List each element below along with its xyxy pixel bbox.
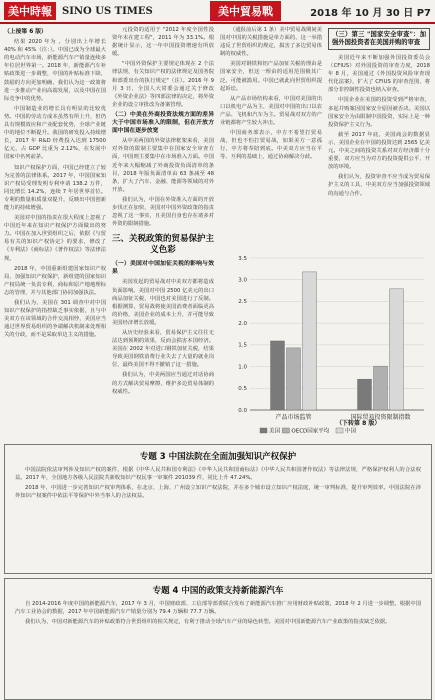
column-3	[220, 26, 322, 244]
paragraph: 美国对钢铁和铝产品加征关税的理由是国家安全，但这一理由的适用范围极其广泛，可能被滥用。中国已就此向世贸组织提起诉讼。	[220, 61, 322, 92]
paragraph: 截至 2017 年底，美国商会的数据显示，美国企业在中国的投资达到 2565 亿美元。中美之间的投资关系对双方经济都十分重要，双方应当为对方的投资提供公平、开放的环境。	[328, 131, 430, 171]
chart-y-ticks	[238, 256, 247, 414]
chart-y-tick-label: 0.0	[238, 407, 247, 414]
masthead	[0, 0, 435, 24]
paragraph: 结果 2020 年为 ，分别出上年增长 40% 和 45%（注：）。中国已成为全球最大的电动汽车市场，新能源汽车产销量连续多年位居世界第一。2018 年，新能源汽车补贴政策进一步调整，中国的补贴标准下降，鼓励的方向更加明确，我们认为这一政策将进一步推动产业向高端发展，以及中国在国际竞争中的优势。	[4, 39, 106, 102]
chart-y-tick-label: 1.0	[238, 364, 247, 371]
feature-box-body	[5, 600, 431, 626]
paragraph: 自 2014-2016 年度中国的新能源汽车，2017 年 3 月，中国财政部、工信部等部委联合发布了新能源汽车推广应用财政补贴政策，2018 年 2 月进一步调整。根据中国汽车工业协会的数据，2017 年中国新能源汽车产销量分别为 79.4 万辆和 77.7 万辆。	[15, 601, 421, 616]
chart-bar	[271, 341, 285, 410]
section-heading-boxed: （三）第三 "国家安全审查"：加强外国投资者在美国并购的审查	[328, 28, 430, 50]
chart-x-tick-label: 产品市场监管	[275, 414, 312, 421]
chart-bar	[303, 272, 317, 410]
masthead-left	[0, 2, 204, 20]
paragraph: 中国制造业的增长具有明显的比较优势。中国的劳动力成本虽然有所上升，但仍具有规模效应和产业配套优势，全球产业链中的地位不断提升。我国的研发投入持续增长，2017 年 R&D 经费投入达到 17500 亿元，占 GDP 比重为 2.12%，在发展中国家中名列前茅。	[4, 105, 106, 161]
section-title: 美中貿易戰	[210, 1, 281, 21]
paragraph: 中国商务部表示，中方不希望打贸易战，但也不怕打贸易战，如果美方一意孤行，中方将奉陪到底。中美双方应当在平等、互利的基础上，通过协商解决分歧。	[220, 130, 322, 161]
paragraph: "中国外资保护主要规定体现在 2 个法律法规，有关知识产权的法律规定及国务院和部委出台的执行规定"（注）。2016 年 9 月 3 日，全国人大常委会通过关于修改《外资企业法》等四部法律的决定，将外资企业的设立审批改为备案管理。	[112, 61, 214, 108]
paragraph: 我们认为，美国在 301 调查中对中国知识产权保护的指控缺乏事实依据，且与中美双方在该领域的合作交流相悖，美国应当通过世界贸易组织的争端解决机制来处理相关的分歧，而不是采取单边主义的措施。	[4, 300, 106, 339]
paragraph: 从产品市场结构来看，中国对美国的出口以机电产品为主，美国对中国的出口以农产品、飞机和汽车为主。贸易战对双方的产业链都将产生较大冲击。	[220, 95, 322, 127]
continued-on-note: （下转第 8 版）	[336, 420, 381, 427]
chart-y-tick-label: 3.0	[238, 277, 247, 284]
chart-legend	[260, 427, 357, 435]
paragraph: （通报前后第 1 条）美中贸易战期间美国对中国的关税措施是单方面的，这一举措违反了世贸组织的规定，损害了多边贸易体制的权威性。	[220, 27, 322, 58]
paragraph: 我们认为，中美两国应当通过对话协商的方式解决贸易摩擦，维护多边贸易体制的权威性。	[112, 372, 214, 395]
paragraph: 中国企业在美国的投资受到严格审查，多起并购案因国家安全原因被否决。美国以国家安全为由限制中国投资，实际上是一种投资保护主义行为。	[328, 97, 430, 128]
chart-bars	[271, 272, 404, 410]
paragraph: 美国发起的贸易战对中美双方都将造成负面影响。美国对中国 2500 亿美元的出口商品加征关税，中国也对美国进行了反制。根据测算，贸易战将使美国消费者面临更高的价格，美国企业的成本上升，并可能导致美国经济增长放缓。	[112, 279, 214, 326]
paragraph: 元投资的适用于 "2012 年度全国性投资年末在建工程"，2011 年为 33.1%。根据统计显示，这一年中国投资增速有所放缓。	[112, 27, 214, 58]
figure-7	[220, 250, 434, 472]
paragraph: 中国法院依法审判涉及知识产权的案件，根据《中华人民共和国专利法》《中华人民共和国商标法》《中华人民共和国著作权法》等法律法规，严格保护权利人的合法权益。2017 年，全国地方各级人民法院共新收知识产权民事一审案件 201039 件，同比上升 47.24%。	[15, 467, 421, 482]
feature-box-title: 专题 3 中国法院在全面加强知识产权保护	[139, 452, 297, 462]
continued-from-note: （上接第 6 版）	[4, 29, 47, 35]
chart-bar	[287, 348, 301, 410]
paper-logo: 美中時報	[4, 2, 56, 20]
section-heading-main: 三、关税政策的贸易保护主义色彩	[112, 234, 214, 256]
paragraph: 从历史经验来看，贸易保护主义往往无法达到预期的效果，反而会损害本国经济。美国在 2002 年对进口钢铁加征关税，结果导致美国钢铁消费行业失去了大量的就业岗位，最终美国不得不撤销了这一措施。	[112, 330, 214, 369]
chart-legend-swatch	[336, 428, 343, 433]
chart-y-tick-label: 2.5	[238, 299, 247, 306]
paragraph: 2018 年，中国进一步完善知识产权审判体系，在北京、上海、广州设立知识产权法院，并在多个城市设立知识产权法庭，统一审判标准，提升审判效率。中国法院在涉外知识产权案件中依法平等保护中外当事人的合法权益。	[15, 485, 421, 500]
chart-legend-label: 中国	[345, 428, 357, 435]
section-heading: （二）中美在外商投资法规方面的差异大于中国市场准入的限制，但在开放方面中国在逐步放宽	[112, 111, 214, 135]
chart-y-tick-label: 2.0	[238, 320, 247, 327]
issue-date: 2018 年 10 月 30 日 P7	[310, 7, 431, 19]
bar-chart	[220, 250, 434, 472]
chart-legend-label: OECD国家平均	[291, 428, 330, 435]
chart-x-labels	[275, 413, 410, 421]
feature-box-body	[5, 466, 431, 500]
paragraph: 从中美两国的外资法律框架来看，美国对外资的限制主要集中在国家安全审查方面，中国则主要集中在市场准入方面。中国近年来大幅缩减了外商投资负面清单的条目，2018 年版负面清单由 63 条减至 48 条，扩大了汽车、金融、能源等领域的对外开放。	[112, 138, 214, 193]
chart-y-tick-label: 1.5	[238, 342, 247, 349]
paragraph: 知识产权保护方面，中国已经建立了较为完善的法律体系。2017 年，中国国家知识产权局受理发明专利申请 138.2 万件，同比增长 14.2%，连续 7 年居世界首位。专利的数量和质量双提升，反映出中国创新能力的持续增强。	[4, 164, 106, 211]
paragraph: 我们认为，中国对新能源汽车的补贴政策符合世贸组织的相关规定，有利于推动全球汽车产业的绿色转型。美国对中国新能源汽车产业政策的指责缺乏依据。	[25, 619, 391, 626]
chart-legend-swatch	[282, 428, 289, 433]
chart-y-tick-label: 0.5	[238, 386, 247, 393]
chart-y-tick-label: 3.5	[238, 255, 247, 262]
paragraph: 美国近年来不断加强外国投资委员会（CFIUS）对外国投资的审查力度，2018 年 8 月，美国通过《外国投资风险审查现代化法案》，扩大了 CFIUS 的审查范围，将部分非控制性投资也纳入审查。	[328, 55, 430, 94]
paper-english-name: SINO US TIMES	[62, 5, 153, 17]
section-subheading: （一）美国对中国加征关税的影响与效果	[112, 261, 214, 276]
chart-bar	[358, 379, 372, 410]
feature-box-3	[4, 444, 432, 574]
chart-bar	[390, 289, 404, 410]
paragraph: 美国对中国的指责在很大程度上忽视了中国近年来在知识产权保护方面做出的努力。中国在加入世贸组织之后，依据《与贸易有关的知识产权协定》的要求，修改了《专利法》《商标法》《著作权法》等法律法规。	[4, 215, 106, 262]
chart-legend-swatch	[260, 428, 267, 433]
chart-x-tick-label: 国际贸易投资限制指数	[350, 414, 411, 421]
paragraph: 我们认为，中国在外资准入方面的开放步伐正在加快，美国对中国外资政策的指责忽视了这一事实，且美国自身也存在诸多对外资的限制措施。	[112, 196, 214, 228]
chart-legend-label: 美国	[269, 428, 281, 435]
chart-bar	[374, 366, 388, 410]
paragraph: 2018 年，中国重新组建国家知识产权局，加强知识产权保护，新组建的国家知识产权局统一负责专利、商标和原产地地理标志的管理，并与其他部门协同加强执法。	[4, 265, 106, 296]
paragraph: 我们认为，投资审查不应当成为贸易保护主义的工具，中美双方应当加强投资领域的沟通与合作。	[328, 174, 430, 197]
feature-box-title: 专题 4 中国的政策支持新能源汽车	[152, 586, 284, 596]
feature-box-4	[4, 578, 432, 700]
